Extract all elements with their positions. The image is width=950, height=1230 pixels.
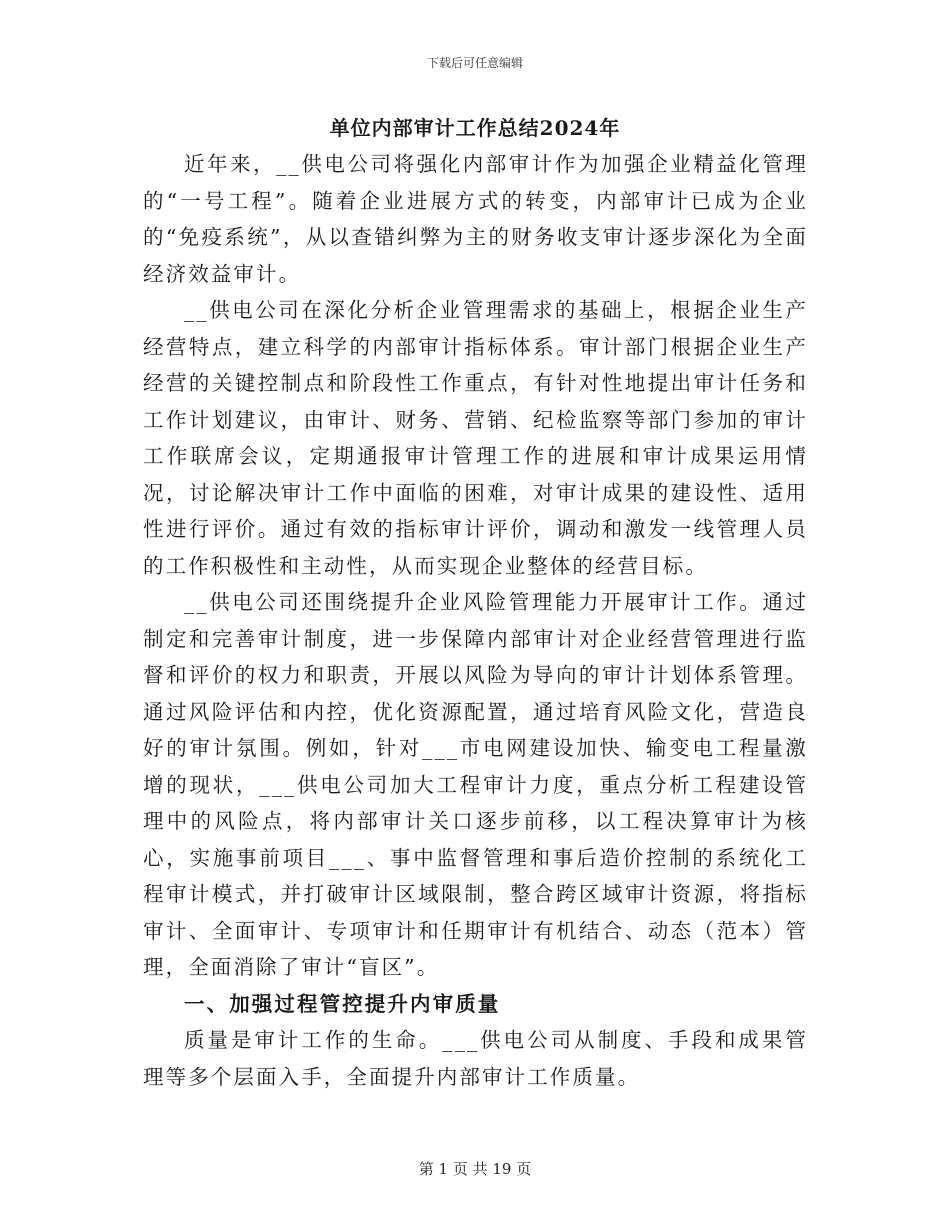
section-heading: 一、加强过程管控提升内审质量 bbox=[184, 991, 501, 1016]
document-body bbox=[143, 146, 808, 1095]
document-title: 单位内部审计工作总结2024年 bbox=[329, 116, 621, 140]
header-note: 下载后可任意编辑 bbox=[426, 56, 523, 70]
paragraph-risk-management: __供电公司还围绕提升企业风险管理能力开展审计工作。通过制定和完善审计制度，进一步保障内部审计对企业经营管理进行监督和评价的权力和职责，开展以风险为导向的审计计划体系管理。通过风险评估和内控，优化资源配置，通过培育风险文化，营造良好的审计氛围。例如，针对___市电网建设加快、输变电工程量激增的现状，___供电公司加大工程审计力度，重点分析工程建设管理中的风险点，将内部审计关口逐步前移，以工程决算审计为核心，实施事前项目___、事中监督管理和事后造价控制的系统化工程审计模式，并打破审计区域限制，整合跨区域审计资源，将指标审计、全面审计、专项审计和任期审计有机结合、动态（范本）管理，全面消除了审计“盲区”。 bbox=[143, 590, 808, 979]
paragraph-intro: 近年来，__供电公司将强化内部审计作为加强企业精益化管理的“一号工程”。随着企业进展方式的转变，内部审计已成为企业的“免疫系统”，从以查错纠弊为主的财务收支审计逐步深化为全面经济效益审计。 bbox=[143, 152, 808, 286]
paragraph-indicator-system: __供电公司在深化分析企业管理需求的基础上，根据企业生产经营特点，建立科学的内部审计指标体系。审计部门根据企业生产经营的关键控制点和阶段性工作重点，有针对性地提出审计任务和工作计划建议，由审计、财务、营销、纪检监察等部门参加的审计工作联席会议，定期通报审计管理工作的进展和审计成果运用情况，讨论解决审计工作中面临的困难，对审计成果的建设性、适用性进行评价。通过有效的指标审计评价，调动和激发一线管理人员的工作积极性和主动性，从而实现企业整体的经营目标。 bbox=[143, 298, 808, 578]
page-footer: 第 1 页 共 19 页 bbox=[418, 1160, 532, 1178]
paragraph-quality: 质量是审计工作的生命。___供电公司从制度、手段和成果管理等多个层面入手，全面提升内部审计工作质量。 bbox=[143, 1028, 808, 1089]
